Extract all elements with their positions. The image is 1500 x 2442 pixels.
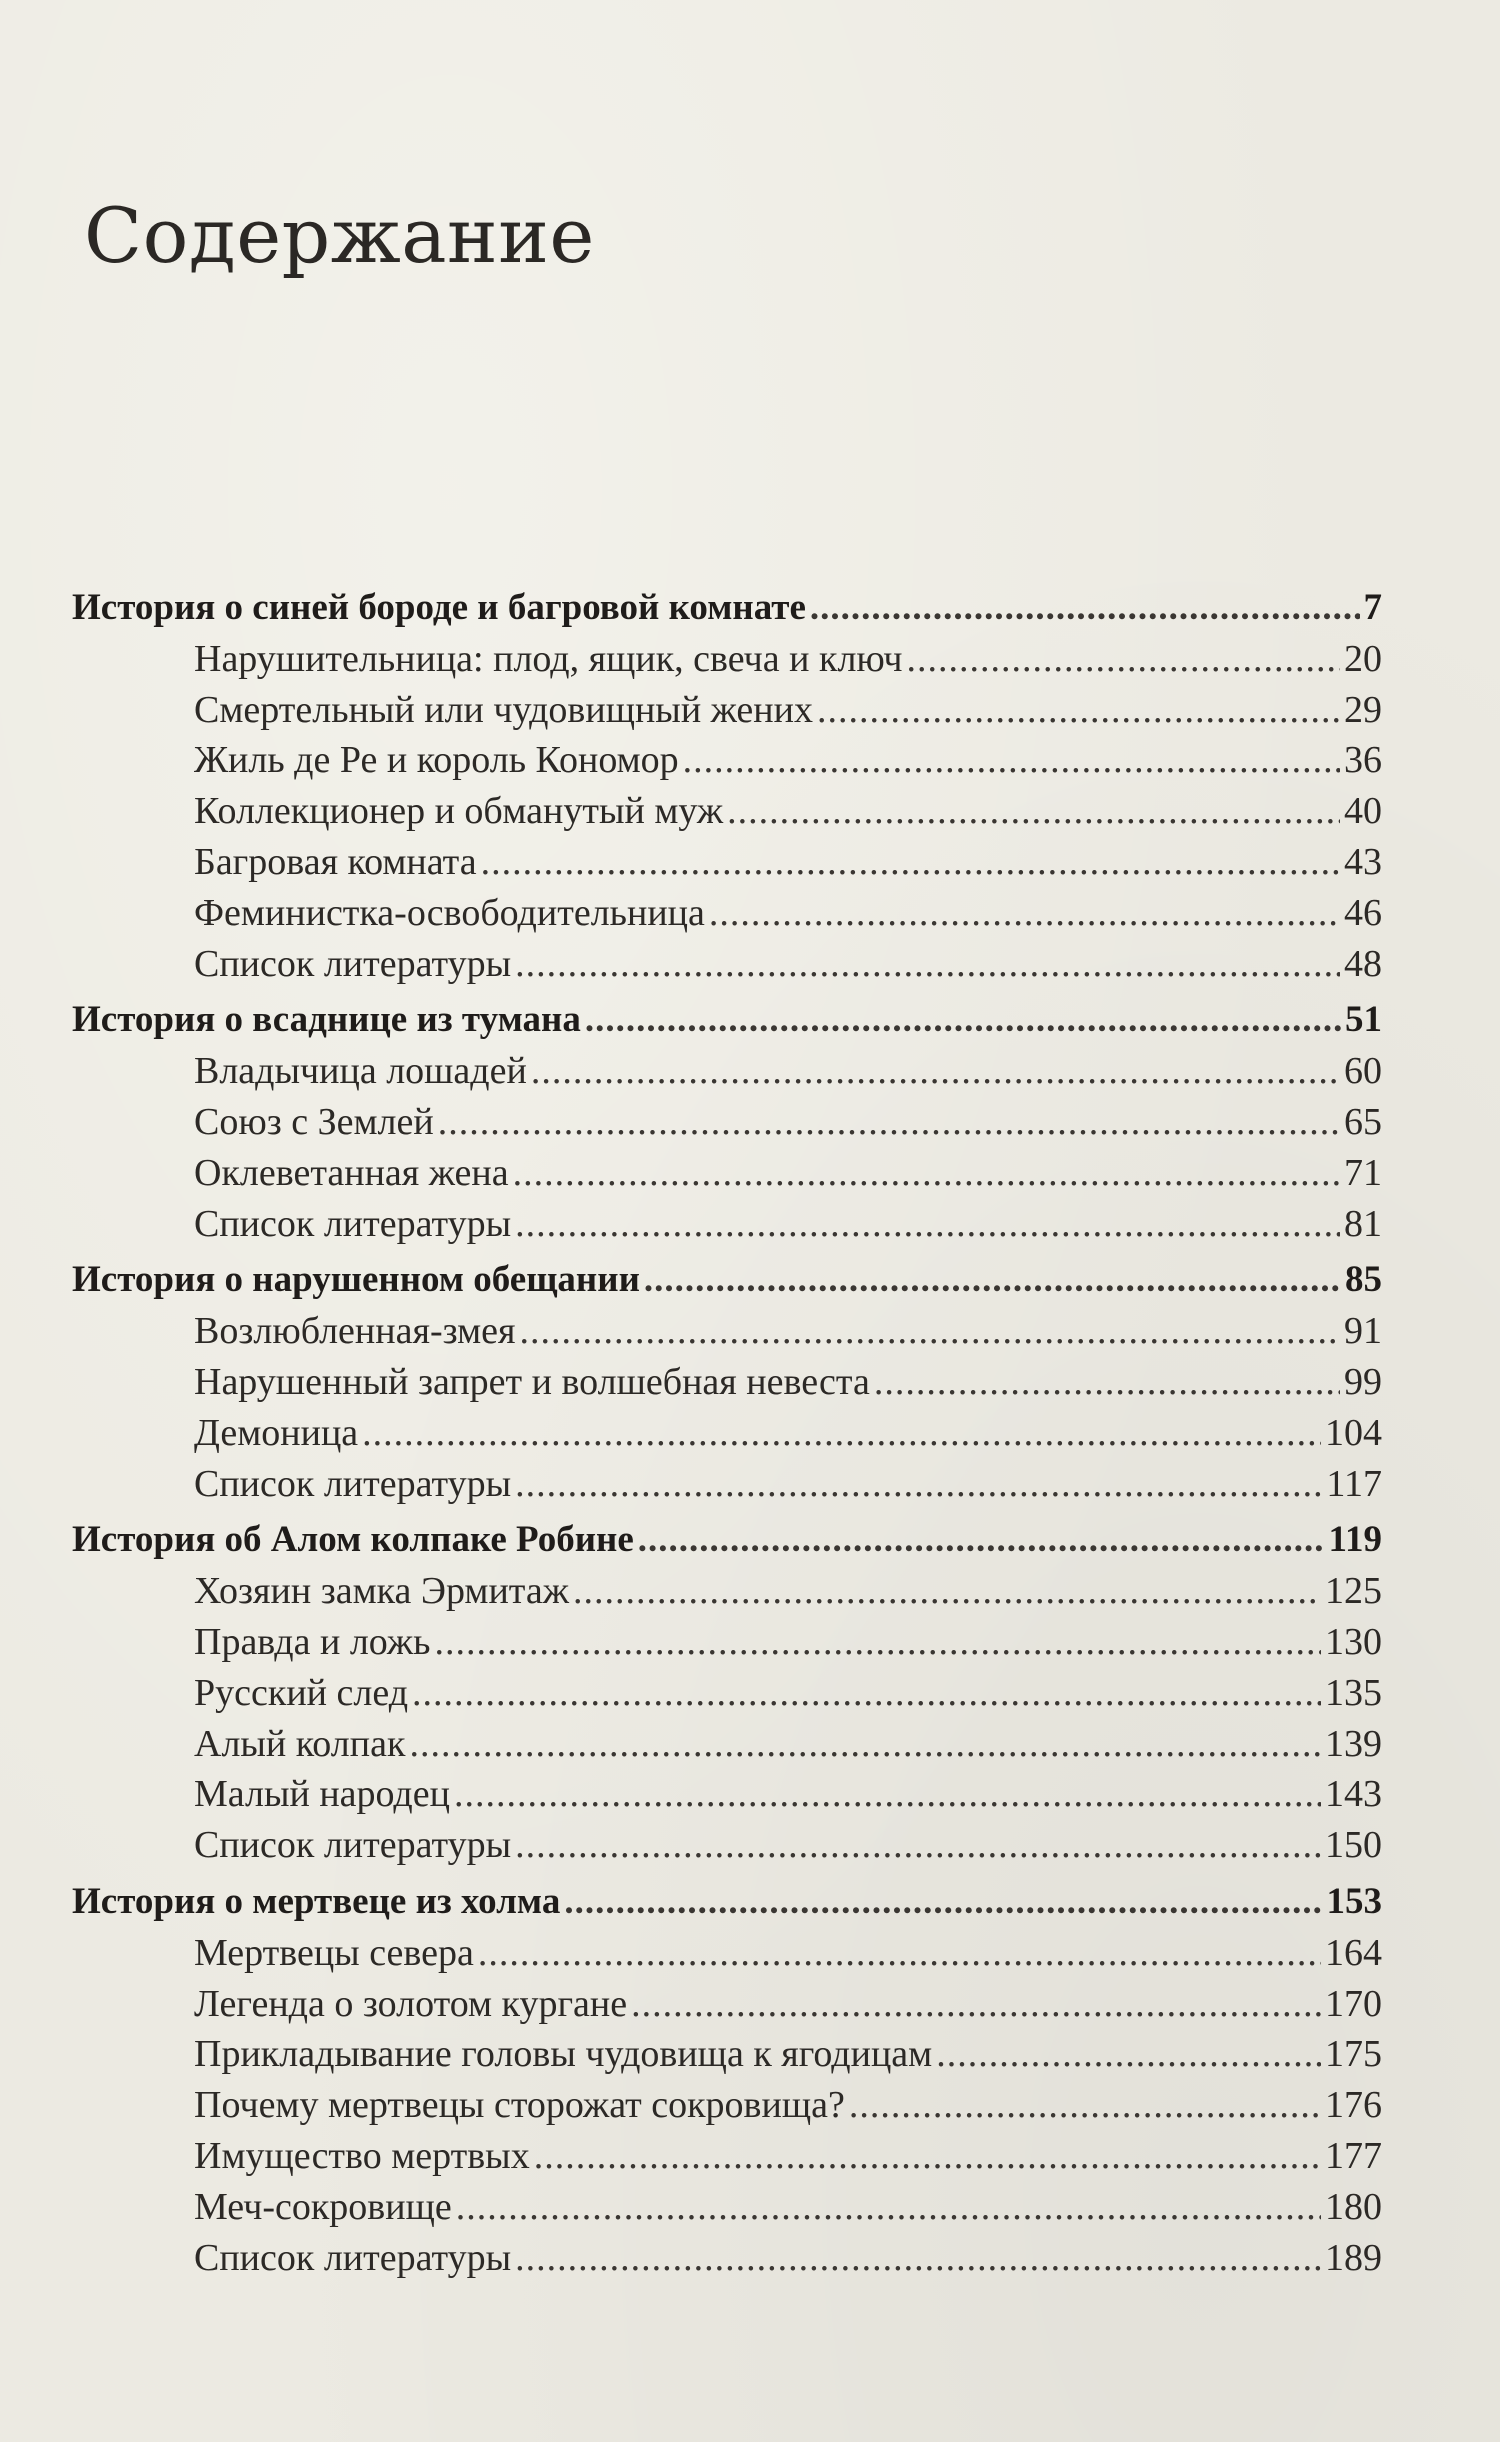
dot-leader xyxy=(454,1772,1321,1816)
toc-section-entry xyxy=(72,1772,1382,1823)
toc-section-entry xyxy=(72,1823,1382,1874)
toc-entry-title: Список литературы xyxy=(194,1824,512,1867)
dot-leader xyxy=(534,2134,1321,2178)
toc-page-number: 117 xyxy=(1326,1462,1382,1505)
toc-entry-title: История о мертвеце из холма xyxy=(72,1880,561,1922)
toc-page-number: 150 xyxy=(1325,1824,1382,1867)
dot-leader xyxy=(874,1360,1340,1404)
dot-leader xyxy=(531,1049,1340,1093)
dot-leader xyxy=(683,738,1340,782)
toc-entry-title: История о всаднице из тумана xyxy=(72,999,581,1041)
dot-leader xyxy=(906,637,1340,681)
toc-section-entry xyxy=(72,688,1382,739)
toc-entry-title: История о синей бороде и багровой комнате xyxy=(72,587,806,628)
toc-page-number: 51 xyxy=(1345,999,1382,1041)
toc-page-number: 36 xyxy=(1344,739,1382,782)
dot-leader xyxy=(515,1823,1321,1867)
toc-chapter-entry xyxy=(72,1518,1382,1569)
dot-leader xyxy=(644,1258,1341,1301)
toc-section-entry xyxy=(72,1569,1382,1620)
toc-section-entry xyxy=(72,1722,1382,1773)
toc-section-entry xyxy=(72,1202,1382,1253)
toc-entry-title: Список литературы xyxy=(194,1462,512,1505)
toc-entry-title: История об Алом колпаке Робине xyxy=(72,1519,634,1561)
dot-leader xyxy=(438,1100,1340,1144)
toc-entry-title: Багровая комната xyxy=(194,840,477,883)
toc-section-entry xyxy=(72,1671,1382,1722)
dot-leader xyxy=(434,1620,1321,1664)
dot-leader xyxy=(478,1931,1321,1975)
toc-entry-title: Феминистка-освободительница xyxy=(194,891,705,934)
toc-section-entry xyxy=(72,2236,1382,2287)
toc-chapter-entry xyxy=(72,1880,1382,1931)
toc-entry-title: Нарушительница: плод, ящик, свеча и ключ xyxy=(194,637,903,680)
toc-section-entry xyxy=(72,1931,1382,1982)
toc-entry-title: Оклеветанная жена xyxy=(194,1151,509,1194)
toc-page-number: 125 xyxy=(1325,1570,1382,1613)
toc-page-number: 130 xyxy=(1325,1620,1382,1663)
dot-leader xyxy=(515,1462,1322,1506)
dot-leader xyxy=(817,688,1340,732)
toc-entry-title: Владычица лошадей xyxy=(194,1050,527,1093)
toc-entry-title: Список литературы xyxy=(194,1202,512,1245)
toc-page-number: 177 xyxy=(1325,2134,1382,2177)
toc-entry-title: Смертельный или чудовищный жених xyxy=(194,688,813,731)
toc-page-number: 180 xyxy=(1325,2185,1382,2228)
dot-leader xyxy=(412,1671,1321,1715)
toc-page-number: 85 xyxy=(1345,1259,1382,1301)
toc-entry-title: Русский след xyxy=(194,1671,409,1714)
toc-page-number: 91 xyxy=(1344,1310,1382,1353)
toc-entry-title: Меч-сокровище xyxy=(194,2185,452,2228)
toc-entry-title: Почему мертвецы сторожат сокровища? xyxy=(194,2084,845,2127)
table-of-contents xyxy=(72,586,1382,2286)
toc-section-entry xyxy=(72,2185,1382,2236)
toc-page-number: 99 xyxy=(1344,1360,1382,1403)
toc-entry-title: Жиль де Ре и король Кономор xyxy=(194,739,679,782)
toc-section-entry xyxy=(72,1049,1382,1100)
toc-page-number: 29 xyxy=(1344,688,1382,731)
toc-page-number: 135 xyxy=(1325,1671,1382,1714)
toc-page-number: 7 xyxy=(1363,587,1382,628)
toc-section-entry xyxy=(72,2032,1382,2083)
toc-entry-title: Коллекционер и обманутый муж xyxy=(194,790,724,833)
toc-page-number: 143 xyxy=(1325,1773,1382,1816)
dot-leader xyxy=(456,2185,1321,2229)
dot-leader xyxy=(362,1411,1321,1455)
toc-section-entry xyxy=(72,789,1382,840)
dot-leader xyxy=(585,998,1341,1041)
toc-entry-title: История о нарушенном обещании xyxy=(72,1259,640,1301)
toc-entry-title: Хозяин замка Эрмитаж xyxy=(194,1570,569,1613)
toc-chapter-entry xyxy=(72,1258,1382,1309)
dot-leader xyxy=(631,1982,1321,2026)
dot-leader xyxy=(515,1202,1340,1246)
toc-section-entry xyxy=(72,1462,1382,1513)
toc-entry-title: Возлюбленная-змея xyxy=(194,1310,516,1353)
toc-section-entry xyxy=(72,637,1382,688)
toc-page-number: 153 xyxy=(1326,1880,1382,1922)
toc-entry-title: Союз с Землей xyxy=(194,1100,434,1143)
dot-leader xyxy=(515,942,1340,986)
toc-page-number: 189 xyxy=(1325,2236,1382,2279)
toc-entry-title: Нарушенный запрет и волшебная невеста xyxy=(194,1360,870,1403)
toc-page-number: 176 xyxy=(1325,2084,1382,2127)
toc-chapter-entry xyxy=(72,998,1382,1049)
toc-section-entry xyxy=(72,942,1382,993)
toc-page-number: 119 xyxy=(1328,1519,1382,1561)
toc-entry-title: Правда и ложь xyxy=(194,1620,431,1663)
toc-page-number: 20 xyxy=(1344,637,1382,680)
toc-section-entry xyxy=(72,1100,1382,1151)
dot-leader xyxy=(810,586,1360,629)
toc-entry-title: Алый колпак xyxy=(194,1722,406,1765)
toc-page-number: 139 xyxy=(1325,1722,1382,1765)
dot-leader xyxy=(481,840,1340,884)
toc-entry-title: Список литературы xyxy=(194,942,512,985)
toc-section-entry xyxy=(72,1360,1382,1411)
dot-leader xyxy=(849,2083,1321,2127)
toc-section-entry xyxy=(72,1982,1382,2033)
toc-page-number: 164 xyxy=(1325,1931,1382,1974)
toc-section-entry xyxy=(72,1411,1382,1462)
toc-section-entry xyxy=(72,2083,1382,2134)
toc-entry-title: Имущество мертвых xyxy=(194,2134,530,2177)
toc-section-entry xyxy=(72,738,1382,789)
dot-leader xyxy=(638,1518,1325,1561)
toc-page-number: 46 xyxy=(1344,891,1382,934)
toc-entry-title: Легенда о золотом кургане xyxy=(194,1982,628,2025)
toc-entry-title: Список литературы xyxy=(194,2236,512,2279)
page-title: Содержание xyxy=(84,191,595,280)
dot-leader xyxy=(573,1569,1321,1613)
dot-leader xyxy=(513,1151,1340,1195)
toc-section-entry xyxy=(72,2134,1382,2185)
toc-page-number: 170 xyxy=(1325,1982,1382,2025)
dot-leader xyxy=(936,2032,1321,2076)
toc-page-number: 48 xyxy=(1344,942,1382,985)
dot-leader xyxy=(564,1880,1322,1923)
toc-section-entry xyxy=(72,1620,1382,1671)
toc-entry-title: Мертвецы севера xyxy=(194,1931,474,1974)
dot-leader xyxy=(727,789,1340,833)
toc-entry-title: Демоница xyxy=(194,1411,359,1454)
toc-page-number: 65 xyxy=(1344,1100,1382,1143)
toc-page-number: 104 xyxy=(1325,1411,1382,1454)
toc-entry-title: Прикладывание головы чудовища к ягодицам xyxy=(194,2033,933,2076)
dot-leader xyxy=(409,1722,1321,1766)
toc-entry-title: Малый народец xyxy=(194,1773,450,1816)
toc-page-number: 43 xyxy=(1344,840,1382,883)
toc-chapter-entry xyxy=(72,586,1382,637)
toc-section-entry xyxy=(72,891,1382,942)
toc-page-number: 71 xyxy=(1344,1151,1382,1194)
toc-section-entry xyxy=(72,1309,1382,1360)
toc-section-entry xyxy=(72,1151,1382,1202)
toc-page-number: 175 xyxy=(1325,2033,1382,2076)
toc-page-number: 40 xyxy=(1344,790,1382,833)
toc-section-entry xyxy=(72,840,1382,891)
dot-leader xyxy=(515,2236,1321,2280)
toc-page-number: 81 xyxy=(1344,1202,1382,1245)
dot-leader xyxy=(519,1309,1340,1353)
dot-leader xyxy=(709,891,1340,935)
toc-page-number: 60 xyxy=(1344,1050,1382,1093)
